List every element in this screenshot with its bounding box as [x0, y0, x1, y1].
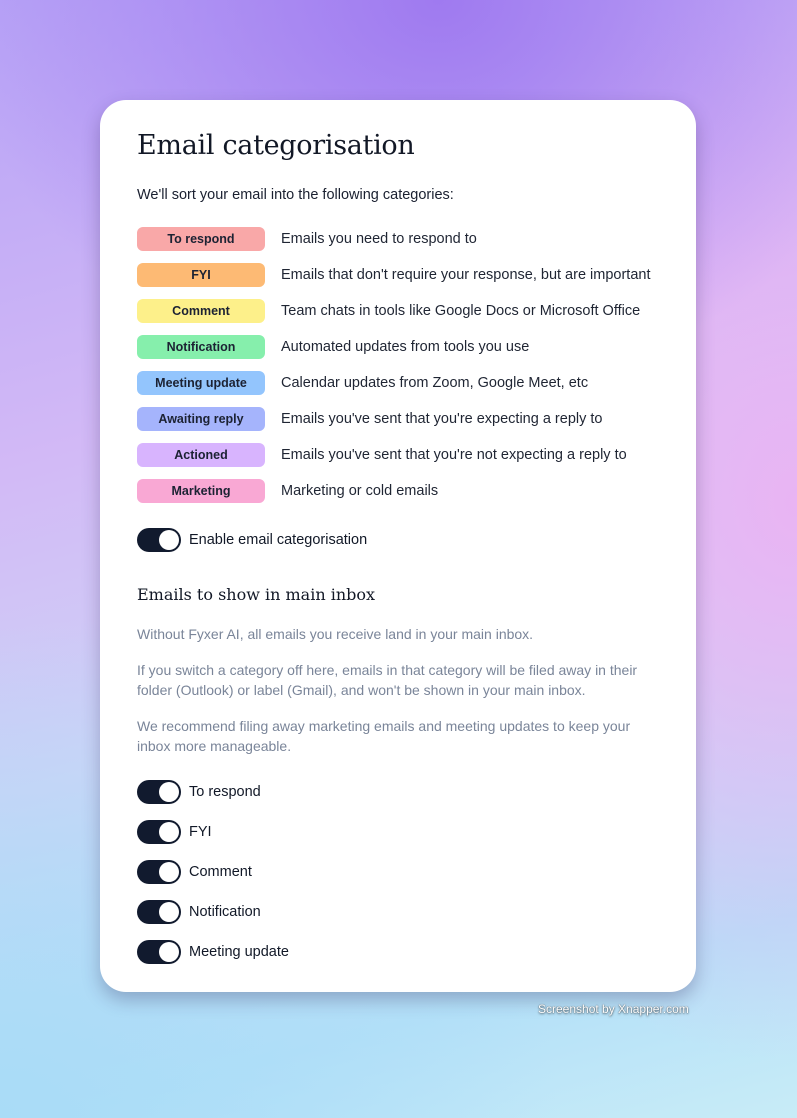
category-row-comment — [137, 293, 667, 329]
inbox-toggle-row-meeting-update — [137, 932, 289, 972]
category-description: Emails you've sent that you're expecting a reply to — [281, 411, 603, 427]
category-description: Emails you need to respond to — [281, 231, 477, 247]
category-pill-marketing: Marketing — [137, 479, 265, 503]
fyi-toggle[interactable] — [137, 820, 181, 844]
category-description: Calendar updates from Zoom, Google Meet, etc — [281, 375, 589, 391]
category-row-fyi — [137, 257, 667, 293]
category-pill-awaiting-reply: Awaiting reply — [137, 407, 265, 431]
category-list — [137, 221, 667, 509]
toggle-knob — [159, 782, 179, 802]
enable-categorisation-label: Enable email categorisation — [189, 532, 368, 548]
category-description: Emails you've sent that you're not expecting a reply to — [281, 447, 627, 463]
category-pill-actioned: Actioned — [137, 443, 265, 467]
enable-categorisation-row — [137, 528, 367, 552]
category-row-to-respond — [137, 221, 667, 257]
category-description: Team chats in tools like Google Docs or Microsoft Office — [281, 303, 641, 319]
meeting-update-toggle-label: Meeting update — [189, 944, 289, 960]
category-description: Marketing or cold emails — [281, 483, 439, 499]
notification-toggle-label: Notification — [189, 904, 261, 920]
inbox-toggle-row-notification — [137, 892, 289, 932]
fyi-toggle-label: FYI — [189, 824, 212, 840]
category-row-meeting-update — [137, 365, 667, 401]
category-pill-to-respond: To respond — [137, 227, 265, 251]
inbox-paragraph-1: Without Fyxer AI, all emails you receive land in your main inbox. — [137, 626, 534, 642]
comment-toggle[interactable] — [137, 860, 181, 884]
toggle-knob — [159, 530, 179, 550]
toggle-knob — [159, 942, 179, 962]
category-row-awaiting-reply — [137, 401, 667, 437]
to-respond-toggle[interactable] — [137, 780, 181, 804]
toggle-knob — [159, 822, 179, 842]
intro-text: We'll sort your email into the following categories: — [137, 187, 454, 203]
inbox-paragraph-3: We recommend filing away marketing emails and meeting updates to keep your inbox more manageable. — [137, 718, 631, 754]
toggle-knob — [159, 902, 179, 922]
category-description: Emails that don't require your response, but are important — [281, 267, 651, 283]
inbox-paragraph-2: If you switch a category off here, emails in that category will be filed away in their folder (Outlook) or label (Gmail), and won't be shown in your main inbox. — [137, 662, 638, 698]
category-row-notification — [137, 329, 667, 365]
category-row-marketing — [137, 473, 667, 509]
inbox-section-title: Emails to show in main inbox — [137, 585, 376, 604]
to-respond-toggle-label: To respond — [189, 784, 261, 800]
inbox-toggle-row-fyi — [137, 812, 289, 852]
category-pill-notification: Notification — [137, 335, 265, 359]
meeting-update-toggle[interactable] — [137, 940, 181, 964]
category-pill-fyi: FYI — [137, 263, 265, 287]
category-pill-meeting-update: Meeting update — [137, 371, 265, 395]
page-title: Email categorisation — [137, 130, 415, 161]
inbox-toggle-list — [137, 772, 289, 972]
category-description: Automated updates from tools you use — [281, 339, 530, 355]
enable-categorisation-toggle[interactable] — [137, 528, 181, 552]
notification-toggle[interactable] — [137, 900, 181, 924]
toggle-knob — [159, 862, 179, 882]
comment-toggle-label: Comment — [189, 864, 252, 880]
settings-card — [100, 100, 696, 992]
inbox-toggle-row-to-respond — [137, 772, 289, 812]
category-pill-comment: Comment — [137, 299, 265, 323]
category-row-actioned — [137, 437, 667, 473]
inbox-toggle-row-comment — [137, 852, 289, 892]
screenshot-credit: Screenshot by Xnapper.com — [538, 1002, 689, 1016]
